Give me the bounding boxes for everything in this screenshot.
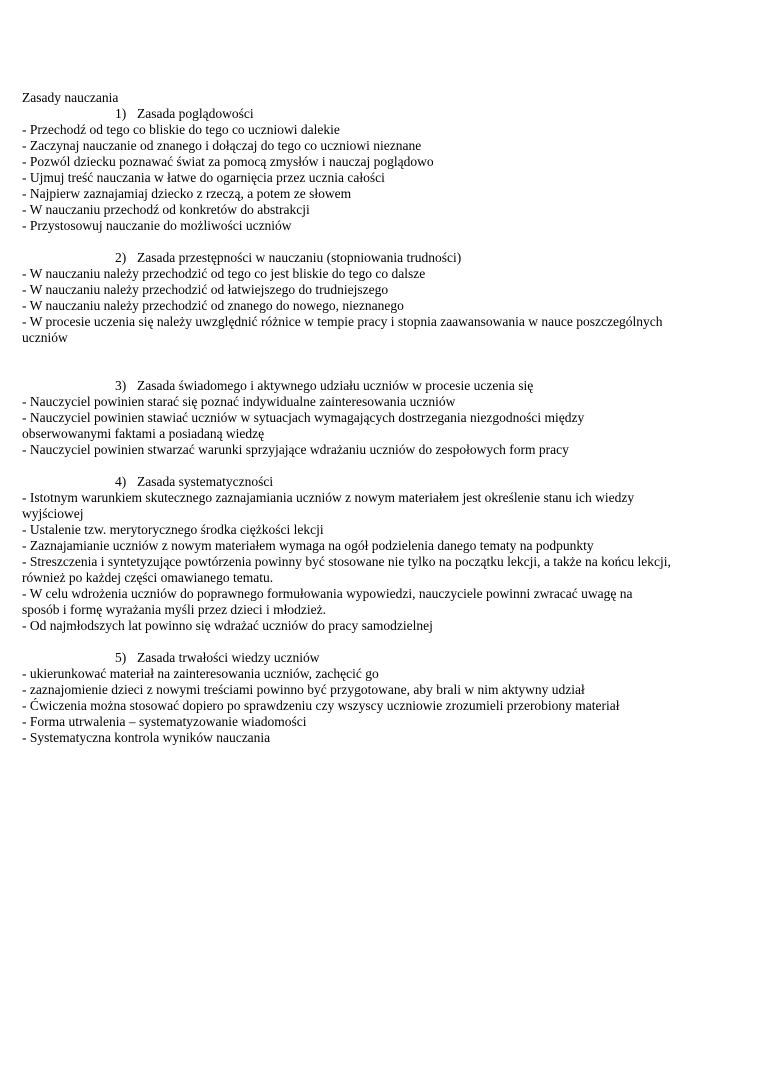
list-item: - W nauczaniu należy przechodzić od znanego do nowego, nieznanego <box>22 298 404 313</box>
list-item: - Zaznajamianie uczniów z nowym materiałem wymaga na ogół podzielenia danego tematy na podpunkty <box>22 538 594 553</box>
list-item: - Streszczenia i syntetyzujące powtórzenia powinny być stosowane nie tylko na początku lekcji, a także na końcu lekcji, również po każdej części omawianego tematu. <box>22 554 671 585</box>
section-heading-text: Zasada przestępności w nauczaniu (stopniowania trudności) <box>137 250 462 265</box>
list-item: - Nauczyciel powinien stwarzać warunki sprzyjające wdrażaniu uczniów do zespołowych form pracy <box>22 442 569 457</box>
list-item: - Istotnym warunkiem skutecznego zaznajamiania uczniów z nowym materiałem jest określenie stanu ich wiedzy wyjściowej <box>22 490 635 521</box>
section-heading-text: Zasada trwałości wiedzy uczniów <box>137 650 320 665</box>
list-item: - Nauczyciel powinien stawiać uczniów w sytuacjach wymagających dostrzegania niezgodności między obserwowanymi faktami a posiadaną wiedzę <box>22 410 585 441</box>
list-item: - Przechodź od tego co bliskie do tego co uczniowi dalekie <box>22 122 340 137</box>
list-item: - W celu wdrożenia uczniów do poprawnego formułowania wypowiedzi, nauczyciele powinni zwracać uwagę na sposób i formę wyrażania myśli przez dzieci i młodzież. <box>22 586 633 617</box>
blank-line <box>22 234 672 250</box>
list-item: - Ustalenie tzw. merytorycznego środka ciężkości lekcji <box>22 522 324 537</box>
section-heading-text: Zasada poglądowości <box>137 106 254 121</box>
list-item: - Przystosowuj nauczanie do możliwości uczniów <box>22 218 292 233</box>
list-item: - W procesie uczenia się należy uwzględnić różnice w tempie pracy i stopnia zaawansowania w nauce poszczególnych uczniów <box>22 314 663 345</box>
section-number: 4) <box>115 474 127 489</box>
section-heading <box>22 650 672 666</box>
section-number: 1) <box>115 106 127 121</box>
document-page <box>22 90 672 746</box>
list-item: - ukierunkować materiał na zainteresowania uczniów, zachęcić go <box>22 666 379 681</box>
list-item: - zaznajomienie dzieci z nowymi treściami powinno być przygotowane, aby brali w nim aktywny udział <box>22 682 585 697</box>
section-heading <box>22 250 672 266</box>
section-heading <box>22 378 672 394</box>
section-heading-text: Zasada świadomego i aktywnego udziału uczniów w procesie uczenia się <box>137 378 534 393</box>
list-item: - Forma utrwalenia – systematyzowanie wiadomości <box>22 714 307 729</box>
list-item: - W nauczaniu należy przechodzić od tego co jest bliskie do tego co dalsze <box>22 266 426 281</box>
list-item: - W nauczaniu należy przechodzić od łatwiejszego do trudniejszego <box>22 282 389 297</box>
list-item: - Ćwiczenia można stosować dopiero po sprawdzeniu czy wszyscy uczniowie zrozumieli przerobiony materiał <box>22 698 620 713</box>
list-item: - W nauczaniu przechodź od konkretów do abstrakcji <box>22 202 310 217</box>
list-item: - Systematyczna kontrola wyników nauczania <box>22 730 271 745</box>
section-number: 3) <box>115 378 127 393</box>
blank-line <box>22 346 672 378</box>
section-number: 5) <box>115 650 127 665</box>
list-item: - Najpierw zaznajamiaj dziecko z rzeczą, a potem ze słowem <box>22 186 352 201</box>
section-number: 2) <box>115 250 127 265</box>
blank-line <box>22 458 672 474</box>
list-item: - Pozwól dziecku poznawać świat za pomocą zmysłów i nauczaj poglądowo <box>22 154 434 169</box>
list-item: - Nauczyciel powinien starać się poznać indywidualne zainteresowania uczniów <box>22 394 456 409</box>
list-item: - Od najmłodszych lat powinno się wdrażać uczniów do pracy samodzielnej <box>22 618 433 633</box>
list-item: - Ujmuj treść nauczania w łatwe do ogarnięcia przez ucznia całości <box>22 170 385 185</box>
section-heading <box>22 474 672 490</box>
document-title: Zasady nauczania <box>22 90 119 105</box>
section-heading-text: Zasada systematyczności <box>137 474 274 489</box>
blank-line <box>22 634 672 650</box>
section-heading <box>22 106 672 122</box>
list-item: - Zaczynaj nauczanie od znanego i dołączaj do tego co uczniowi nieznane <box>22 138 422 153</box>
